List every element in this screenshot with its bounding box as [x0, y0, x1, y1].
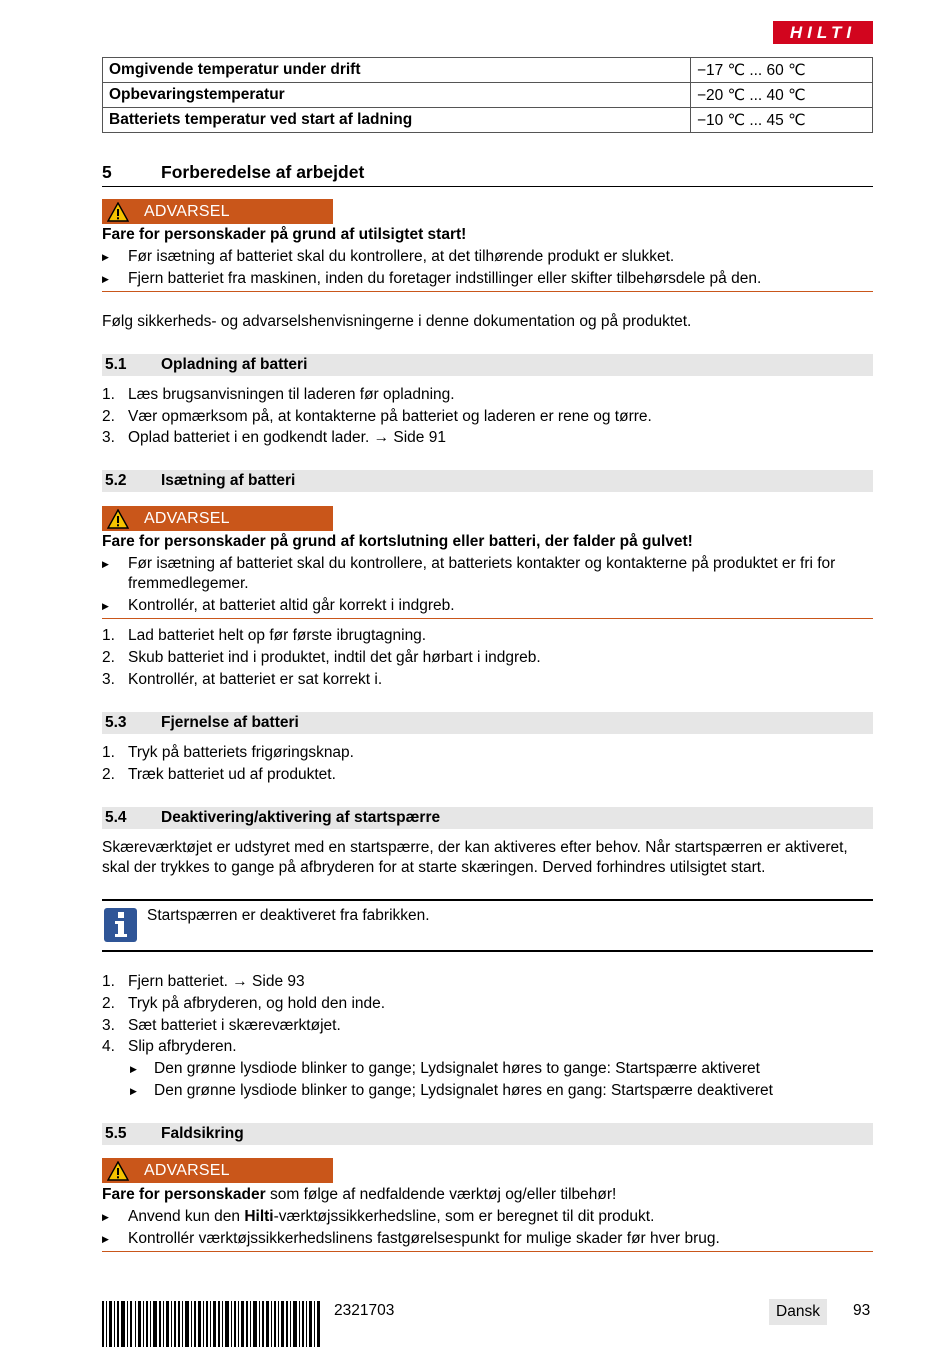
step-number: 1.: [102, 744, 115, 761]
info-bottom-rule: [102, 950, 873, 952]
list-item: Vær opmærksom på, at kontakterne på batteriet og laderen er rene og tørre.: [128, 408, 652, 425]
spec-label: Batteriets temperatur ved start af ladning: [103, 108, 691, 133]
section-title: Fjernelse af batteri: [161, 714, 299, 731]
warning-divider: [102, 618, 873, 619]
info-icon: [104, 908, 137, 942]
warning-heading: Fare for personskader på grund af kortslutning eller batteri, der falder på gulvet!: [102, 533, 693, 550]
hilti-logo: [773, 21, 873, 44]
bullet-icon: ▶: [102, 274, 109, 284]
spec-value: −17 ℃ ... 60 ℃: [691, 58, 873, 83]
barcode-image: [102, 1301, 320, 1347]
section-number: 5.3: [105, 714, 127, 731]
section-title: Isætning af batteri: [161, 472, 296, 489]
section-title: Faldsikring: [161, 1125, 244, 1142]
bullet-item: Kontrollér, at batteriet altid går korrekt i indgreb.: [128, 597, 455, 614]
list-item: Tryk på afbryderen, og hold den inde.: [128, 995, 386, 1012]
section-number: 5.4: [105, 809, 127, 826]
bullet-item: [128, 1208, 654, 1226]
warning-triangle-icon: [102, 199, 134, 224]
section-number: 5.2: [105, 472, 127, 489]
list-item: Tryk på batteriets frigøringsknap.: [128, 744, 354, 761]
warning-heading-bold: Fare for personskader: [102, 1186, 266, 1203]
table-row: [103, 108, 873, 133]
language-badge: Dansk: [769, 1299, 827, 1325]
step-number: 2.: [102, 766, 115, 783]
section-5-5-heading: [102, 1123, 873, 1145]
warning-heading: [102, 1186, 616, 1204]
paragraph-line: Skæreværktøjet er udstyret med en startspærre, der kan aktiveres efter behov. Når startspærren er aktiveret,: [102, 839, 848, 856]
bullet-item-continued: fremmedlegemer.: [128, 575, 249, 592]
step-number: 1.: [102, 627, 115, 644]
sub-bullet-icon: ▶: [130, 1086, 137, 1096]
step-number: 2.: [102, 408, 115, 425]
bullet-text-pre: Anvend kun den: [128, 1208, 245, 1225]
section-number: 5.1: [105, 356, 127, 373]
spec-label: Opbevaringstemperatur: [103, 83, 691, 108]
section-number: 5: [102, 162, 112, 182]
list-item: Træk batteriet ud af produktet.: [128, 766, 336, 783]
bullet-icon: ▶: [102, 1212, 109, 1222]
list-item: Fjern batteriet. → Side 93: [128, 973, 305, 990]
section-5-1-heading: [102, 354, 873, 376]
section-title: Deaktivering/aktivering af startspærre: [161, 809, 441, 826]
bullet-icon: ▶: [102, 601, 109, 611]
section-title: Opladning af batteri: [161, 356, 308, 373]
list-item: Læs brugsanvisningen til laderen før opladning.: [128, 386, 455, 403]
bullet-item: Før isætning af batteriet skal du kontrollere, at batteriets kontakter og kontakterne på produktet er fri for: [128, 555, 836, 572]
bullet-item: Før isætning af batteriet skal du kontrollere, at det tilhørende produkt er slukket.: [128, 248, 675, 265]
warning-heading: Fare for personskader på grund af utilsigtet start!: [102, 226, 467, 243]
list-item: Slip afbryderen.: [128, 1038, 237, 1055]
spec-value: −10 ℃ ... 45 ℃: [691, 108, 873, 133]
spec-label: Omgivende temperatur under drift: [103, 58, 691, 83]
sub-bullet-item: Den grønne lysdiode blinker to gange; Lydsignalet høres to gange: Startspærre aktiveret: [154, 1060, 760, 1077]
list-item: Lad batteriet helt op før første ibrugtagning.: [128, 627, 427, 644]
logo-text: HILTI: [789, 22, 857, 42]
list-item: Oplad batteriet i en godkendt lader. → Side 91: [128, 429, 446, 446]
document-number: 2321703: [334, 1302, 395, 1319]
section-5-3-heading: [102, 712, 873, 734]
table-row: [103, 58, 873, 83]
section-number: 5.5: [105, 1125, 127, 1142]
intro-text: Følg sikkerheds- og advarselshenvisningerne i denne dokumentation og på produktet.: [102, 313, 692, 330]
sub-bullet-icon: ▶: [130, 1064, 137, 1074]
section-5-2-heading: [102, 470, 873, 492]
info-top-rule: [102, 899, 873, 901]
warning-banner: [102, 199, 333, 224]
warning-triangle-icon: [102, 506, 134, 531]
section-5-heading: [102, 160, 873, 187]
bullet-item: Kontrollér værktøjssikkerhedslinens fastgørelsespunkt for mulige skader før hver brug.: [128, 1230, 720, 1247]
warning-label: ADVARSEL: [144, 202, 230, 220]
step-number: 2.: [102, 649, 115, 666]
info-text: Startspærren er deaktiveret fra fabrikken.: [147, 907, 430, 924]
warning-banner: [102, 1158, 333, 1183]
brand-name: Hilti: [244, 1208, 274, 1225]
section-5-4-heading: [102, 807, 873, 829]
spec-value: −20 ℃ ... 40 ℃: [691, 83, 873, 108]
warning-banner: [102, 506, 333, 531]
step-number: 4.: [102, 1038, 115, 1055]
section-title: Forberedelse af arbejdet: [161, 162, 365, 182]
list-item: Kontrollér, at batteriet er sat korrekt i.: [128, 671, 383, 688]
warning-label: ADVARSEL: [144, 509, 230, 527]
temperature-spec-table: [102, 57, 873, 133]
step-number: 2.: [102, 995, 115, 1012]
warning-triangle-icon: [102, 1158, 134, 1183]
table-row: [103, 83, 873, 108]
bullet-icon: ▶: [102, 252, 109, 262]
warning-label: ADVARSEL: [144, 1161, 230, 1179]
page-number: 93: [853, 1302, 871, 1319]
step-number: 3.: [102, 429, 115, 446]
step-number: 1.: [102, 386, 115, 403]
list-item: Sæt batteriet i skæreværktøjet.: [128, 1017, 341, 1034]
paragraph-line: skal der trykkes to gange på afbryderen for at starte skæringen. Derved forhindres utilsigtet start.: [102, 859, 766, 876]
warning-divider: [102, 291, 873, 292]
bullet-text-post: -værktøjssikkerhedsline, som er beregnet til dit produkt.: [273, 1208, 655, 1225]
step-number: 1.: [102, 973, 115, 990]
bullet-icon: ▶: [102, 559, 109, 569]
list-item: Skub batteriet ind i produktet, indtil det går hørbart i indgreb.: [128, 649, 541, 666]
warning-heading-rest: som følge af nedfaldende værktøj og/eller tilbehør!: [265, 1186, 617, 1203]
step-number: 3.: [102, 671, 115, 688]
bullet-icon: ▶: [102, 1234, 109, 1244]
step-number: 3.: [102, 1017, 115, 1034]
warning-divider: [102, 1251, 873, 1252]
bullet-item: Fjern batteriet fra maskinen, inden du foretager indstillinger eller skifter tilbehørsdele på den.: [128, 270, 762, 287]
sub-bullet-item: Den grønne lysdiode blinker to gange; Lydsignalet høres en gang: Startspærre deaktiveret: [154, 1082, 773, 1099]
